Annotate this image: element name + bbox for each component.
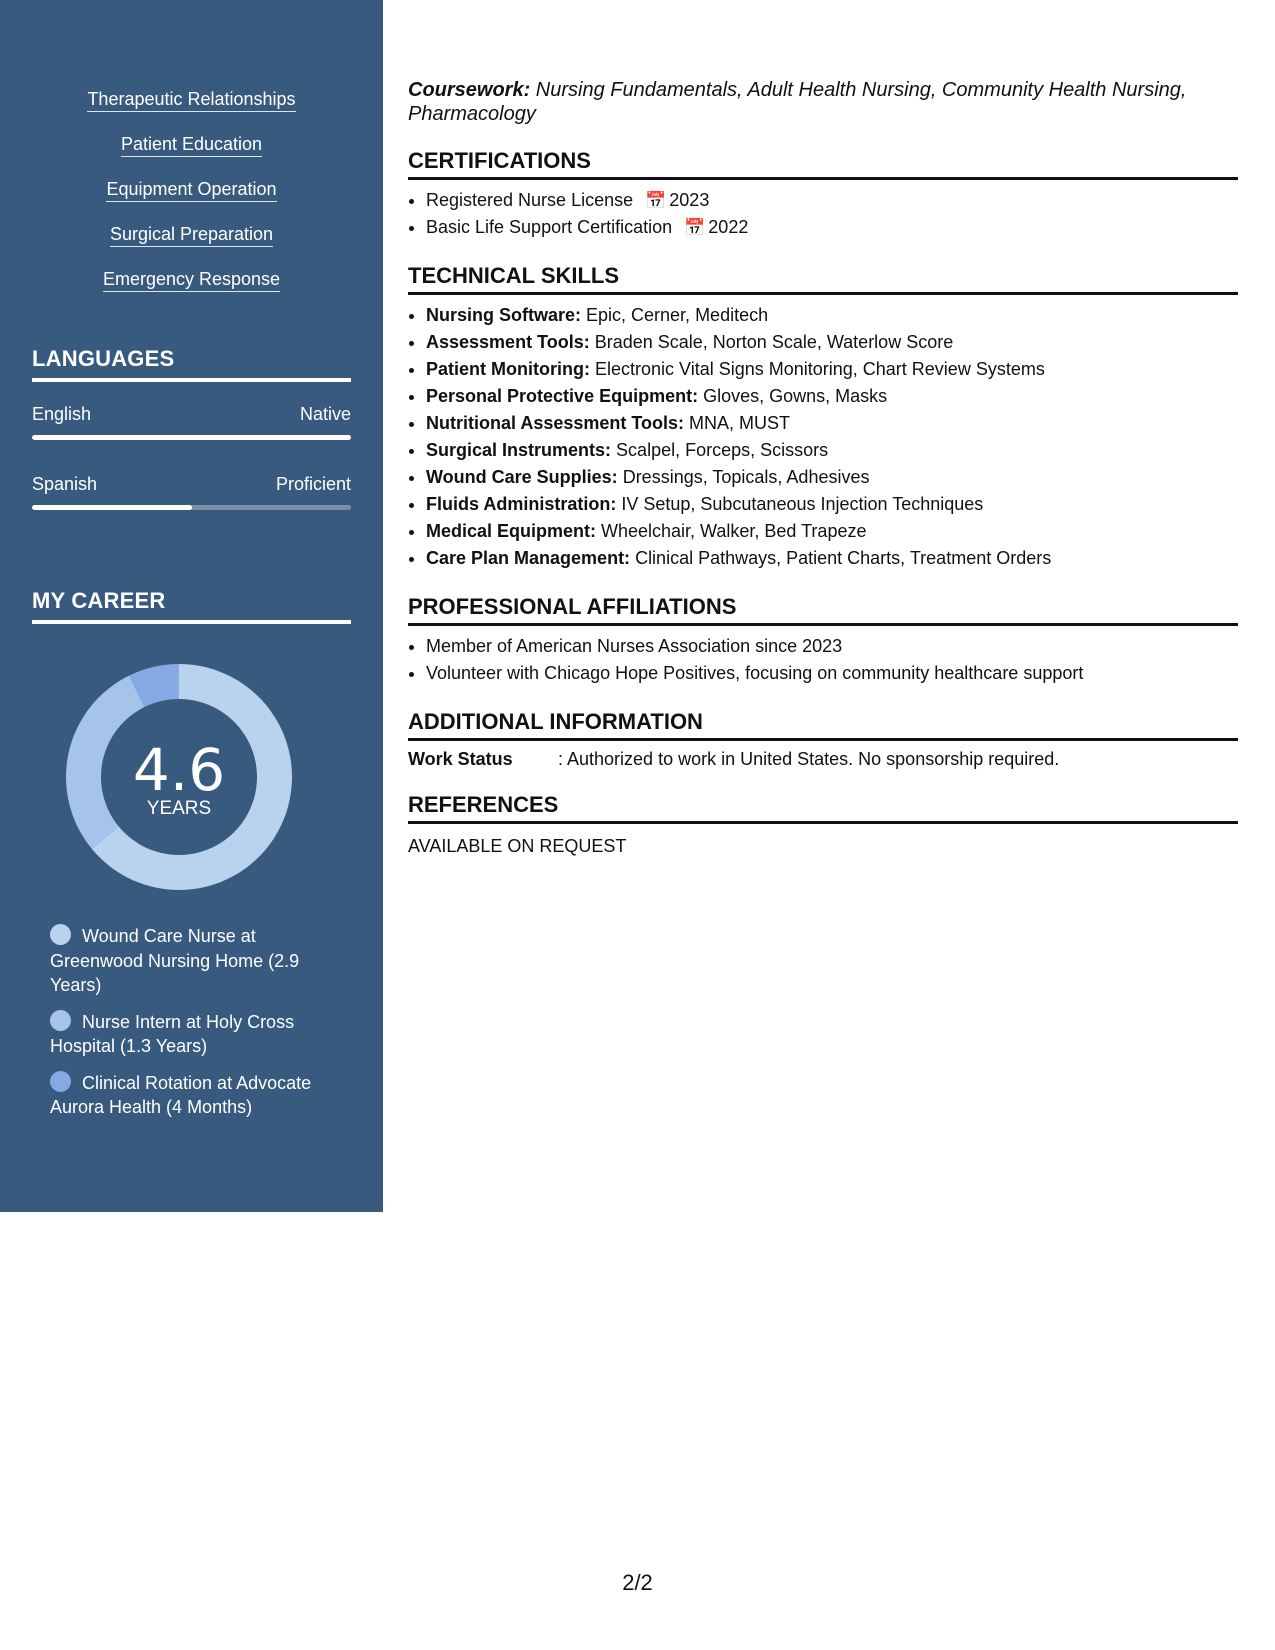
coursework-text: Nursing Fundamentals, Adult Health Nursing, Community Health Nursing, Pharmacology bbox=[408, 79, 1187, 125]
affiliation-item: • Volunteer with Chicago Hope Positives, focusing on community healthcare support bbox=[426, 660, 1238, 687]
language-row bbox=[32, 404, 351, 425]
technical-skill-item bbox=[426, 302, 1238, 329]
technical-skill-label: Fluids Administration: bbox=[426, 494, 617, 514]
technical-skill-label: Patient Monitoring: bbox=[426, 359, 590, 379]
technical-skill-label: Medical Equipment: bbox=[426, 521, 597, 541]
technical-skill-value: Epic, Cerner, Meditech bbox=[581, 305, 769, 325]
technical-skill-value: Dressings, Topicals, Adhesives bbox=[617, 467, 870, 487]
career-section bbox=[32, 588, 351, 624]
skill-label: Emergency Response bbox=[103, 269, 280, 292]
language-level: Native bbox=[299, 404, 351, 424]
technical-skill-label: Care Plan Management: bbox=[426, 548, 631, 568]
skill-list bbox=[0, 86, 383, 311]
skill-label: Patient Education bbox=[121, 134, 262, 157]
language-name: Spanish bbox=[32, 474, 98, 494]
technical-skill-label: Assessment Tools: bbox=[426, 332, 590, 352]
language-row bbox=[32, 474, 351, 495]
work-status-value: : Authorized to work in United States. No sponsorship required. bbox=[558, 749, 1060, 769]
technical-skill-item bbox=[426, 356, 1238, 383]
certification-year: 2022 bbox=[708, 217, 749, 237]
additional-info-title: ADDITIONAL INFORMATION bbox=[408, 709, 1238, 741]
skill-item bbox=[0, 266, 383, 311]
career-item bbox=[50, 1071, 340, 1120]
career-item bbox=[50, 924, 340, 998]
calendar-icon: 📅 bbox=[684, 218, 706, 237]
affiliations-list bbox=[408, 633, 1238, 687]
career-dot-icon bbox=[50, 1071, 71, 1092]
technical-skill-label: Surgical Instruments: bbox=[426, 440, 612, 460]
technical-skill-item bbox=[426, 491, 1238, 518]
references-title: REFERENCES bbox=[408, 792, 1238, 824]
technical-skill-item bbox=[426, 383, 1238, 410]
language-level: Proficient bbox=[275, 474, 351, 494]
calendar-icon: 📅 bbox=[645, 191, 667, 210]
technical-skill-item bbox=[426, 545, 1238, 572]
certifications-list bbox=[408, 187, 1238, 241]
career-total: 4.6 bbox=[132, 736, 226, 804]
work-status-label: Work Status bbox=[408, 749, 513, 769]
career-dot-icon bbox=[50, 924, 71, 945]
technical-skills-list bbox=[408, 302, 1238, 572]
technical-skill-label: Nursing Software: bbox=[426, 305, 582, 325]
language-bar-fill bbox=[32, 435, 351, 440]
career-item bbox=[50, 1010, 340, 1059]
career-label: Clinical Rotation at Advocate Aurora Health (4 Months) bbox=[50, 1072, 312, 1117]
career-donut-chart bbox=[66, 664, 292, 890]
language-name: English bbox=[32, 404, 92, 424]
languages-title: LANGUAGES bbox=[32, 346, 351, 382]
language-bar bbox=[32, 505, 351, 510]
references-text: AVAILABLE ON REQUEST bbox=[408, 836, 627, 856]
technical-skill-item bbox=[426, 437, 1238, 464]
languages-section bbox=[32, 346, 351, 510]
affiliations-title: PROFESSIONAL AFFILIATIONS bbox=[408, 594, 1238, 626]
technical-skill-value: IV Setup, Subcutaneous Injection Techniques bbox=[616, 494, 984, 514]
technical-skill-value: Braden Scale, Norton Scale, Waterlow Score bbox=[589, 332, 954, 352]
technical-skill-value: MNA, MUST bbox=[684, 413, 791, 433]
technical-skill-value: Electronic Vital Signs Monitoring, Chart Review Systems bbox=[589, 359, 1045, 379]
technical-skill-item bbox=[426, 410, 1238, 437]
page-number: 2/2 bbox=[622, 1570, 653, 1595]
career-unit: YEARS bbox=[146, 798, 212, 819]
technical-skill-item bbox=[426, 518, 1238, 545]
technical-skill-value: Wheelchair, Walker, Bed Trapeze bbox=[596, 521, 867, 541]
work-status-row bbox=[408, 749, 1238, 770]
technical-skill-item bbox=[426, 329, 1238, 356]
skill-item bbox=[0, 176, 383, 221]
career-title: MY CAREER bbox=[32, 588, 351, 624]
coursework bbox=[408, 78, 1238, 126]
donut-center bbox=[66, 664, 292, 890]
skill-label: Surgical Preparation bbox=[110, 224, 273, 247]
skill-item bbox=[0, 221, 383, 266]
sidebar bbox=[0, 0, 383, 1212]
technical-skill-label: Wound Care Supplies: bbox=[426, 467, 618, 487]
technical-skill-value: Clinical Pathways, Patient Charts, Treatment Orders bbox=[630, 548, 1052, 568]
career-label: Nurse Intern at Holy Cross Hospital (1.3 Years) bbox=[50, 1011, 295, 1056]
technical-skill-value: Scalpel, Forceps, Scissors bbox=[611, 440, 829, 460]
certification-year: 2023 bbox=[669, 190, 710, 210]
career-dot-icon bbox=[50, 1010, 71, 1031]
main-content bbox=[408, 78, 1238, 857]
skill-item bbox=[0, 86, 383, 131]
career-list bbox=[50, 924, 340, 1132]
language-bar-fill bbox=[32, 505, 192, 510]
skill-label: Therapeutic Relationships bbox=[87, 89, 295, 112]
technical-skill-value: Gloves, Gowns, Masks bbox=[698, 386, 888, 406]
language-bar bbox=[32, 435, 351, 440]
certification-name: Registered Nurse License bbox=[426, 190, 634, 210]
technical-skill-label: Nutritional Assessment Tools: bbox=[426, 413, 685, 433]
technical-skill-item bbox=[426, 464, 1238, 491]
certification-item bbox=[426, 187, 1238, 214]
career-label: Wound Care Nurse at Greenwood Nursing Home (2.9 Years) bbox=[50, 926, 300, 995]
certification-item bbox=[426, 214, 1238, 241]
certification-name: Basic Life Support Certification bbox=[426, 217, 673, 237]
technical-skill-label: Personal Protective Equipment: bbox=[426, 386, 699, 406]
technical-skills-title: TECHNICAL SKILLS bbox=[408, 263, 1238, 295]
skill-label: Equipment Operation bbox=[106, 179, 276, 202]
coursework-label: Coursework: bbox=[408, 79, 531, 101]
certifications-title: CERTIFICATIONS bbox=[408, 148, 1238, 180]
skill-item bbox=[0, 131, 383, 176]
affiliation-item: • Member of American Nurses Association since 2023 bbox=[426, 633, 1238, 660]
